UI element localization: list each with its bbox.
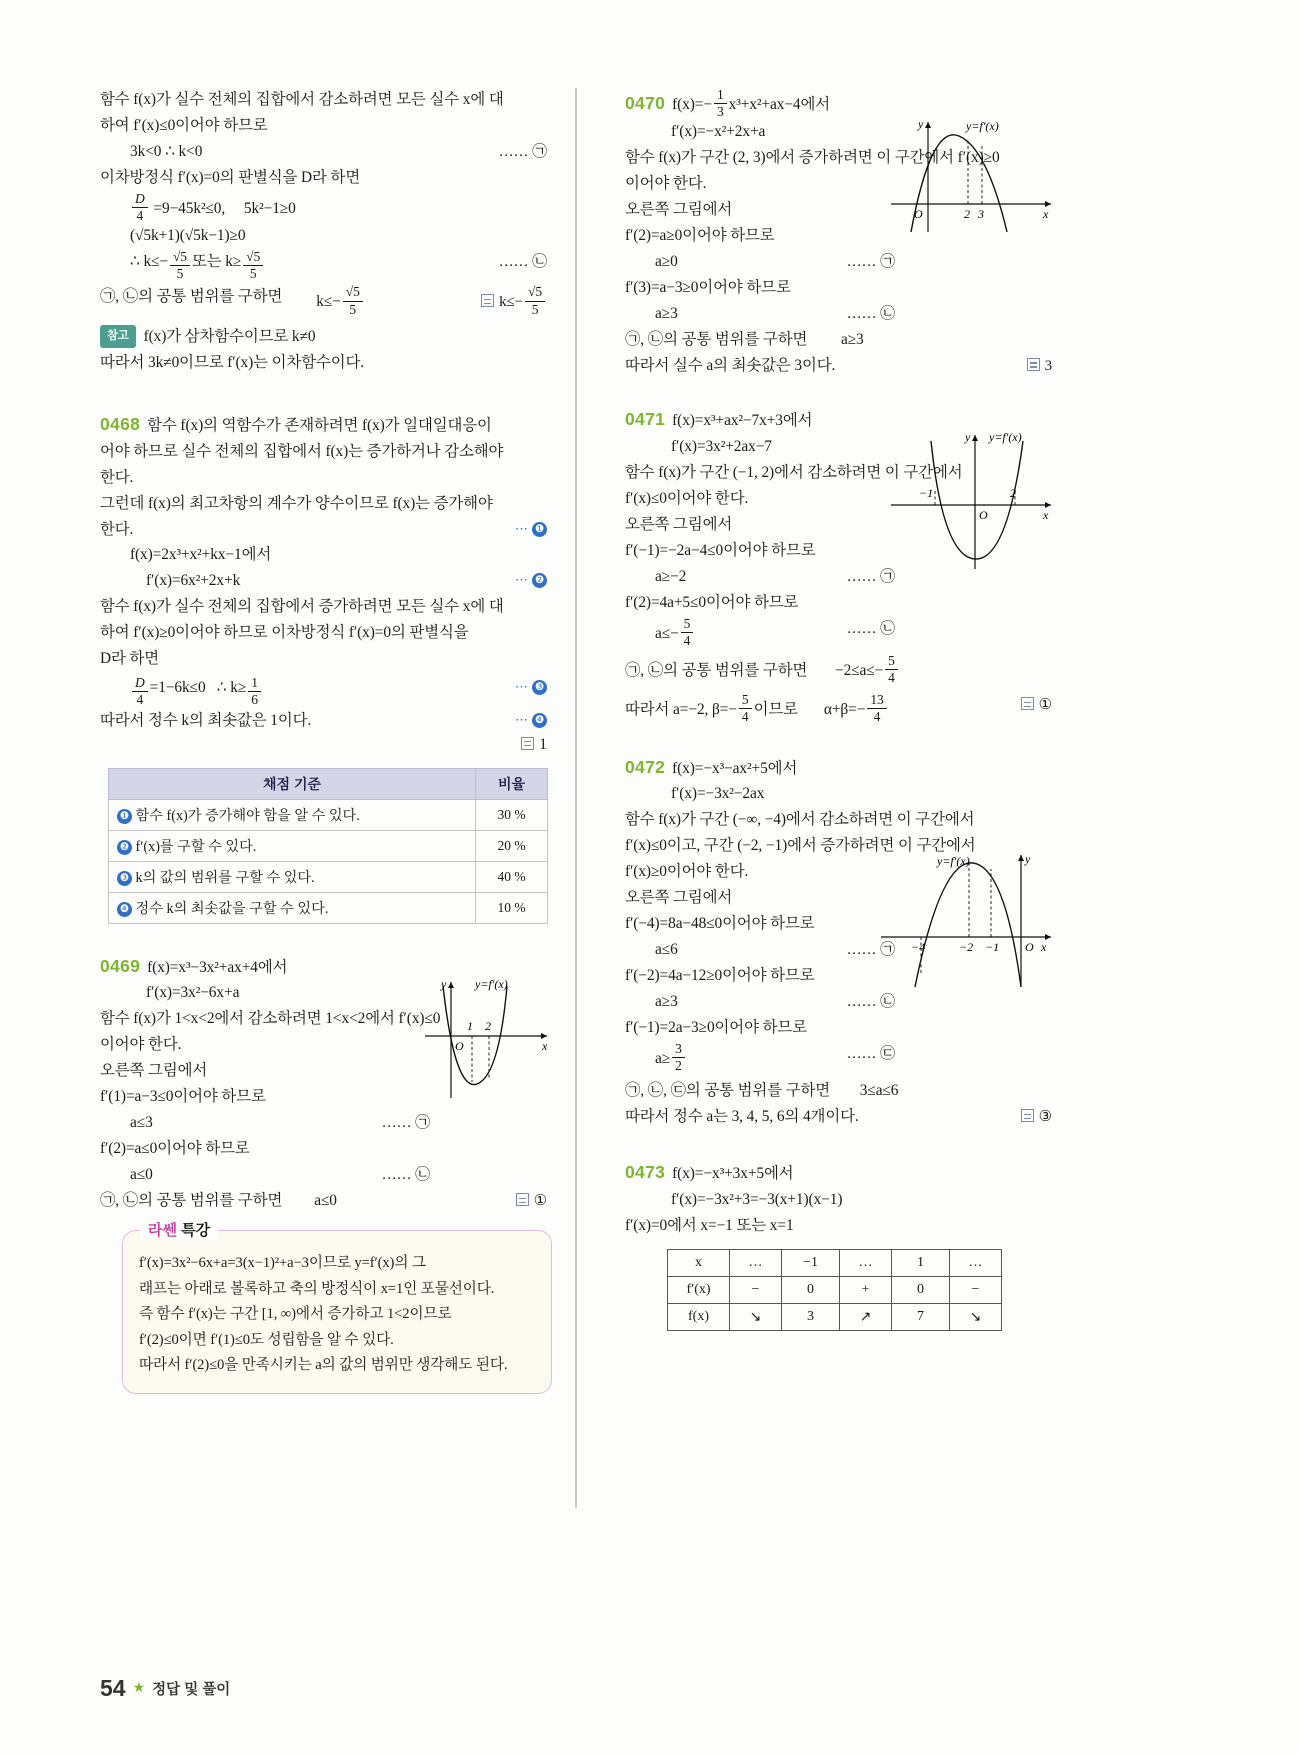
answer: ①: [1021, 693, 1052, 717]
ratio-cell: 20 %: [476, 830, 548, 861]
cell: 1: [892, 1250, 950, 1277]
equation: 3≤a≤6: [859, 1082, 899, 1100]
cell: 0: [892, 1277, 950, 1304]
line: 이어야 한다.: [625, 175, 707, 193]
lassen-label: 특강: [181, 1222, 211, 1240]
equation: 3k<0 ∴ k<0: [130, 142, 203, 160]
text: ㉠, ㉡, ㉢의 공통 범위를 구하면: [625, 1082, 831, 1100]
line: f′(x)≤0이어야 한다.: [625, 489, 749, 507]
line: f′(3)=a−3≥0이어야 하므로: [625, 279, 791, 297]
page-number: 54: [100, 1675, 126, 1701]
text: 따라서 정수 a는 3, 4, 5, 6의 4개이다.: [625, 1108, 859, 1126]
line: D라 하면: [100, 650, 160, 668]
right-column: [577, 88, 1052, 1588]
left-column: [100, 88, 575, 1588]
line: f′(x)≥0이어야 한다.: [625, 863, 749, 881]
line: 오른쪽 그림에서: [625, 515, 733, 533]
text: 따라서 실수 a의 최솟값은 3이다.: [625, 356, 836, 374]
problem-number: 0469: [100, 955, 141, 976]
cell: ↘: [730, 1304, 782, 1331]
eq-tag: …… ㉠: [846, 942, 895, 959]
row-label-f: f(x): [668, 1304, 730, 1331]
text: 한다.: [100, 520, 134, 538]
fraction-1-3: $\frac{1}{3}$: [714, 88, 727, 119]
line: 0468 함수 f(x)의 역함수가 존재하려면 f(x)가 일대일대응이: [100, 413, 492, 434]
line: 하여 f′(x)≤0이어야 하므로: [100, 116, 268, 134]
table-row-x: [668, 1250, 1002, 1277]
fraction-sqrt5-5b: $\frac{√5}{5}$: [243, 250, 263, 281]
footer-label: 정답 및 풀이: [152, 1682, 231, 1698]
step-tag-4: ⋯ ❹: [515, 709, 547, 730]
line: [625, 354, 1052, 379]
line: [625, 302, 895, 327]
line: f′(x)=0에서 x=−1 또는 x=1: [625, 1217, 794, 1235]
criteria-cell: ❷ f′(x)를 구할 수 있다.: [109, 830, 476, 861]
tick-2: 2: [485, 1018, 491, 1033]
step-tag-1: ⋯ ❶: [515, 518, 547, 539]
line: [100, 192, 547, 223]
line: f′(x)=−x²+2x+a: [671, 123, 766, 141]
cell: ↘: [950, 1304, 1002, 1331]
step-number: ❹: [532, 713, 547, 728]
eq-tag: …… ㉡: [381, 1167, 430, 1184]
line: [100, 1111, 430, 1136]
problem-number: 0470: [625, 92, 666, 113]
equation: α+β=− $\frac{13}{4}$: [824, 693, 889, 724]
line: 0469 f(x)=x³−3x²+ax+4에서: [100, 955, 288, 976]
equation: a≥3: [840, 330, 864, 348]
line: f′(x)=3x²+2ax−7: [671, 437, 772, 455]
origin-label: O: [979, 507, 988, 522]
line: f′(1)=a−3≤0이어야 하므로: [100, 1088, 266, 1106]
cell: +: [840, 1277, 892, 1304]
tick-neg2: −2: [959, 939, 974, 954]
step-number: ❶: [117, 809, 132, 824]
graph-0469: [415, 974, 555, 1109]
step-number: ❷: [532, 573, 547, 588]
equation: =1−6k≤0: [149, 679, 206, 697]
equation: a≤− $\frac{5}{4}$: [655, 617, 695, 648]
note-line: [100, 325, 547, 350]
curve-label: y=f′(x): [966, 119, 999, 133]
table-row: [109, 830, 548, 861]
line: [625, 617, 895, 648]
cell: ↗: [840, 1304, 892, 1331]
th-ratio: 비율: [476, 768, 548, 799]
text: 따라서 정수 k의 최솟값은 1이다.: [100, 711, 312, 729]
line: [625, 565, 895, 590]
line: f′(−4)=8a−48≤0이어야 하므로: [625, 915, 815, 933]
equation: a≤0: [130, 1166, 153, 1184]
answer-icon: [1027, 358, 1040, 371]
equation: a≥ $\frac{3}{2}$: [655, 1042, 687, 1073]
line: [625, 938, 895, 963]
problem-0472: [625, 753, 1052, 1131]
criteria-cell: ❹ 정수 k의 최솟값을 구할 수 있다.: [109, 892, 476, 923]
tick-neg1: −1: [985, 939, 1000, 954]
tick-neg1: −1: [919, 485, 934, 500]
line: 어야 하므로 실수 전체의 집합에서 f(x)는 증가하거나 감소해야: [100, 442, 504, 460]
text: ㉠, ㉡의 공통 범위를 구하면: [625, 330, 808, 348]
equation: ∴ k≤−: [130, 253, 168, 271]
line: 하여 f′(x)≥0이어야 하므로 이차방정식 f′(x)=0의 판별식을: [100, 624, 469, 642]
problem-number: 0473: [625, 1162, 666, 1183]
line: f′(x)≤0이고, 구간 (−2, −1)에서 증가하려면 이 구간에서: [625, 837, 976, 855]
line: [625, 990, 895, 1015]
line: [100, 676, 547, 707]
eq-tag: …… ㉡: [498, 254, 547, 271]
step-tag-2: ⋯ ❷: [515, 569, 547, 590]
fraction-D-4b: $\frac{D}{4}$: [132, 676, 148, 707]
line: f′(2)=4a+5≤0이어야 하므로: [625, 593, 799, 611]
text: 따라서 a=−2, β=− $\frac{5}{4}$ 이므로: [625, 692, 798, 725]
answer-icon: [1021, 1109, 1034, 1122]
lassen-title: [140, 1219, 218, 1240]
eq-tag: …… ㉠: [846, 568, 895, 585]
tick-1: 1: [467, 1018, 473, 1033]
problem-0470: [625, 88, 1052, 379]
line: f′(−2)=4a−12≥0이어야 하므로: [625, 967, 815, 985]
line: [100, 140, 547, 165]
eq-tag: …… ㉡: [846, 306, 895, 323]
answer-row: [100, 736, 547, 754]
equation: 또는 k≥: [191, 253, 242, 271]
grading-criteria-table: [108, 768, 548, 924]
line: 0471 f(x)=x³+ax²−7x+3에서: [625, 408, 813, 429]
fraction-D-4: $\frac{D}{4}$: [132, 192, 148, 223]
y-axis-label: y: [441, 976, 447, 991]
cell: −: [950, 1277, 1002, 1304]
equation: a≤0: [314, 1192, 337, 1210]
line: 함수 f(x)가 구간 (−∞, −4)에서 감소하려면 이 구간에서: [625, 811, 975, 829]
curve-label: y=f′(x): [937, 853, 970, 868]
line: f′(−1)=2a−3≥0이어야 하므로: [625, 1019, 807, 1037]
text: ㉠, ㉡의 공통 범위를 구하면: [625, 661, 808, 679]
equation: −2≤a≤− $\frac{5}{4}$: [835, 662, 900, 679]
line: 즉 함수 f′(x)는 구간 [1, ∞)에서 증가하고 1<2이므로: [139, 1306, 452, 1323]
line: [100, 1189, 547, 1214]
fraction-1-6: $\frac{1}{6}$: [248, 676, 261, 707]
line: 오른쪽 그림에서: [625, 889, 733, 907]
answer: k≤− $\frac{√5}{5}$: [481, 285, 547, 316]
ratio-cell: 10 %: [476, 892, 548, 923]
step-number: ❸: [117, 871, 132, 886]
equation: f′(x)=6x²+2x+k: [146, 572, 241, 590]
equation: k≤− $\frac{√5}{5}$: [316, 285, 365, 316]
line: 한다.: [100, 468, 134, 486]
text: ㉠, ㉡의 공통 범위를 구하면: [100, 288, 283, 306]
line: (√5k+1)(√5k−1)≥0: [130, 227, 246, 245]
cell: …: [840, 1250, 892, 1277]
origin-label: O: [1025, 939, 1034, 954]
line: 그런데 f(x)의 최고차항의 계수가 양수이므로 f(x)는 증가해야: [100, 494, 493, 512]
tick-neg4: −4: [911, 939, 926, 954]
th-criteria: 채점 기준: [109, 768, 476, 799]
cell: −: [730, 1277, 782, 1304]
answer: ①: [516, 1189, 547, 1213]
eq-tag: …… ㉠: [846, 254, 895, 271]
ratio-cell: 30 %: [476, 799, 548, 830]
line: [100, 709, 547, 734]
curve-label: y=f′(x): [989, 429, 1022, 444]
table-row-fprime: [668, 1277, 1002, 1304]
row-label-fprime: f′(x): [668, 1277, 730, 1304]
cell: 0: [782, 1277, 840, 1304]
equation: a≥3: [655, 305, 678, 323]
line: f′(2)≤0이면 f′(1)≤0도 성립함을 알 수 있다.: [139, 1331, 394, 1348]
line: [625, 1042, 895, 1073]
criteria-cell: ❶ 함수 f(x)가 증가해야 함을 알 수 있다.: [109, 799, 476, 830]
y-axis-label: y: [965, 429, 971, 444]
fraction-sqrt5-5d: $\frac{√5}{5}$: [525, 285, 545, 316]
line: f′(x)=−3x²−2ax: [671, 785, 765, 803]
origin-label: O: [914, 207, 923, 221]
answer-icon: [1021, 697, 1034, 710]
line: [100, 285, 547, 316]
eq-tag: …… ㉡: [846, 620, 895, 637]
lassen-special-lecture: [122, 1222, 552, 1394]
lassen-brand: 라쎈: [148, 1222, 177, 1240]
answer-icon: [516, 1193, 529, 1206]
line: [625, 328, 1052, 353]
graph-0470: [883, 114, 1058, 244]
fraction-5-4b: $\frac{5}{4}$: [885, 654, 898, 685]
problem-0467-continued: [100, 88, 547, 376]
equation: a≤3: [130, 1114, 153, 1132]
line: 함수 f(x)가 구간 (−1, 2)에서 감소하려면 이 구간에서: [625, 463, 963, 481]
line: 이어야 한다.: [100, 1036, 182, 1054]
line: 함수 f(x)가 실수 전체의 집합에서 증가하려면 모든 실수 x에 대: [100, 598, 504, 616]
line: 오른쪽 그림에서: [100, 1062, 208, 1080]
step-number: ❹: [117, 902, 132, 917]
line: [625, 654, 1052, 685]
line: [625, 1079, 1052, 1104]
line: 래프는 아래로 볼록하고 축의 방정식이 x=1인 포물선이다.: [139, 1280, 495, 1297]
problem-0468: [100, 410, 547, 924]
line: [100, 518, 547, 543]
fraction-3-2: $\frac{3}{2}$: [672, 1042, 685, 1073]
fraction-13-4: $\frac{13}{4}$: [867, 693, 886, 724]
cell: −1: [782, 1250, 840, 1277]
equation: ∴ k≥: [216, 679, 247, 697]
text: ㉠, ㉡의 공통 범위를 구하면: [100, 1192, 283, 1210]
step-tag-3: ⋯ ❸: [515, 676, 547, 697]
line: [100, 250, 547, 281]
line: 0472 f(x)=−x³−ax²+5에서: [625, 756, 798, 777]
table-row-f: [668, 1304, 1002, 1331]
line: 0470 f(x)=− $\frac{1}{3}$ x³+x²+ax−4에서: [625, 87, 831, 120]
graph-0471: [883, 427, 1058, 582]
problem-0473: [625, 1158, 1052, 1331]
cell: …: [950, 1250, 1002, 1277]
origin-label: O: [455, 1038, 464, 1053]
table-row: [109, 799, 548, 830]
line: [625, 693, 1052, 724]
line: f′(x)=−3x²+3=−3(x+1)(x−1): [671, 1191, 843, 1209]
cell: …: [730, 1250, 782, 1277]
note-badge: 참고: [100, 325, 136, 349]
equation: 5k²−1≥0: [243, 199, 296, 217]
line: 함수 f(x)가 구간 (2, 3)에서 증가하려면 이 구간에서 f′(x)≥0: [625, 149, 1000, 167]
tick-3: 3: [978, 207, 984, 221]
y-axis-label: y: [1025, 851, 1031, 866]
page-footer: [100, 1675, 230, 1702]
answer-icon: [521, 737, 534, 750]
x-axis-label: x: [1041, 939, 1047, 954]
line: [100, 1163, 430, 1188]
problem-number: 0468: [100, 413, 141, 434]
line: [625, 250, 895, 275]
graph-0472: [873, 845, 1058, 1000]
eq-tag: …… ㉠: [498, 143, 547, 160]
equation: a≥0: [655, 253, 678, 271]
lassen-box: [122, 1230, 552, 1394]
line: 이차방정식 f′(x)=0의 판별식을 D라 하면: [100, 168, 361, 186]
answer-value: 1: [539, 735, 547, 753]
eq-tag: …… ㉢: [846, 1046, 895, 1063]
equation: a≥−2: [655, 567, 687, 585]
step-number: ❷: [117, 840, 132, 855]
table-header-row: [109, 768, 548, 799]
answer: 3: [1027, 354, 1052, 378]
eq-tag: …… ㉠: [381, 1115, 430, 1132]
tick-2: 2: [964, 207, 970, 221]
line: [100, 569, 547, 594]
line: [625, 1105, 1052, 1130]
fraction-5-4: $\frac{5}{4}$: [681, 617, 694, 648]
table-row: [109, 861, 548, 892]
problem-number: 0472: [625, 756, 666, 777]
answer: ③: [1021, 1105, 1052, 1129]
problem-0469: [100, 952, 547, 1215]
line: f′(x)=3x²−6x+a=3(x−1)²+a−3이므로 y=f′(x)의 그: [139, 1255, 426, 1272]
step-number: ❶: [532, 522, 547, 537]
note-line: 따라서 3k≠0이므로 f′(x)는 이차함수이다.: [100, 353, 365, 371]
eq-tag: …… ㉡: [846, 994, 895, 1011]
step-number: ❸: [532, 680, 547, 695]
row-label-x: x: [668, 1250, 730, 1277]
answer-icon: [481, 294, 494, 307]
equation: =9−45k²≤0,: [153, 199, 226, 217]
curve-label: y=f′(x): [475, 976, 508, 991]
two-column-layout: [100, 88, 1199, 1588]
fraction-sqrt5-5c: $\frac{√5}{5}$: [343, 285, 363, 316]
x-axis-label: x: [1043, 507, 1049, 522]
line: f(x)=2x³+x²+kx−1에서: [130, 546, 272, 564]
star-icon: ★: [132, 1681, 146, 1696]
line: f′(−1)=−2a−4≤0이어야 하므로: [625, 541, 816, 559]
y-axis-label: y: [918, 117, 924, 131]
line: 함수 f(x)가 1<x<2에서 감소하려면 1<x<2에서 f′(x)≤0: [100, 1010, 441, 1028]
line: 함수 f(x)가 실수 전체의 집합에서 감소하려면 모든 실수 x에 대: [100, 91, 504, 108]
line: f′(2)=a≥0이어야 하므로: [625, 227, 775, 245]
line: 0473 f(x)=−x³+3x+5에서: [625, 1162, 794, 1183]
ratio-cell: 40 %: [476, 861, 548, 892]
variation-table: [667, 1249, 1002, 1331]
x-axis-label: x: [542, 1038, 548, 1053]
x-axis-label: x: [1043, 207, 1049, 221]
line: 오른쪽 그림에서: [625, 201, 733, 219]
equation: a≤6: [655, 941, 678, 959]
problem-0471: [625, 405, 1052, 725]
tick-2: 2: [1010, 485, 1016, 500]
table-row: [109, 892, 548, 923]
fraction-5-4c: $\frac{5}{4}$: [739, 693, 752, 724]
fraction-sqrt5-5: $\frac{√5}{5}$: [170, 250, 190, 281]
line: f′(x)=3x²−6x+a: [146, 984, 240, 1002]
criteria-cell: ❸ k의 값의 범위를 구할 수 있다.: [109, 861, 476, 892]
problem-number: 0471: [625, 408, 666, 429]
cell: 7: [892, 1304, 950, 1331]
equation: a≥3: [655, 993, 678, 1011]
line: 따라서 f′(2)≤0을 만족시키는 a의 값의 범위만 생각해도 된다.: [139, 1357, 508, 1374]
line: f′(2)=a≤0이어야 하므로: [100, 1140, 250, 1158]
cell: 3: [782, 1304, 840, 1331]
note-text: f(x)가 삼차함수이므로 k≠0: [143, 327, 316, 345]
